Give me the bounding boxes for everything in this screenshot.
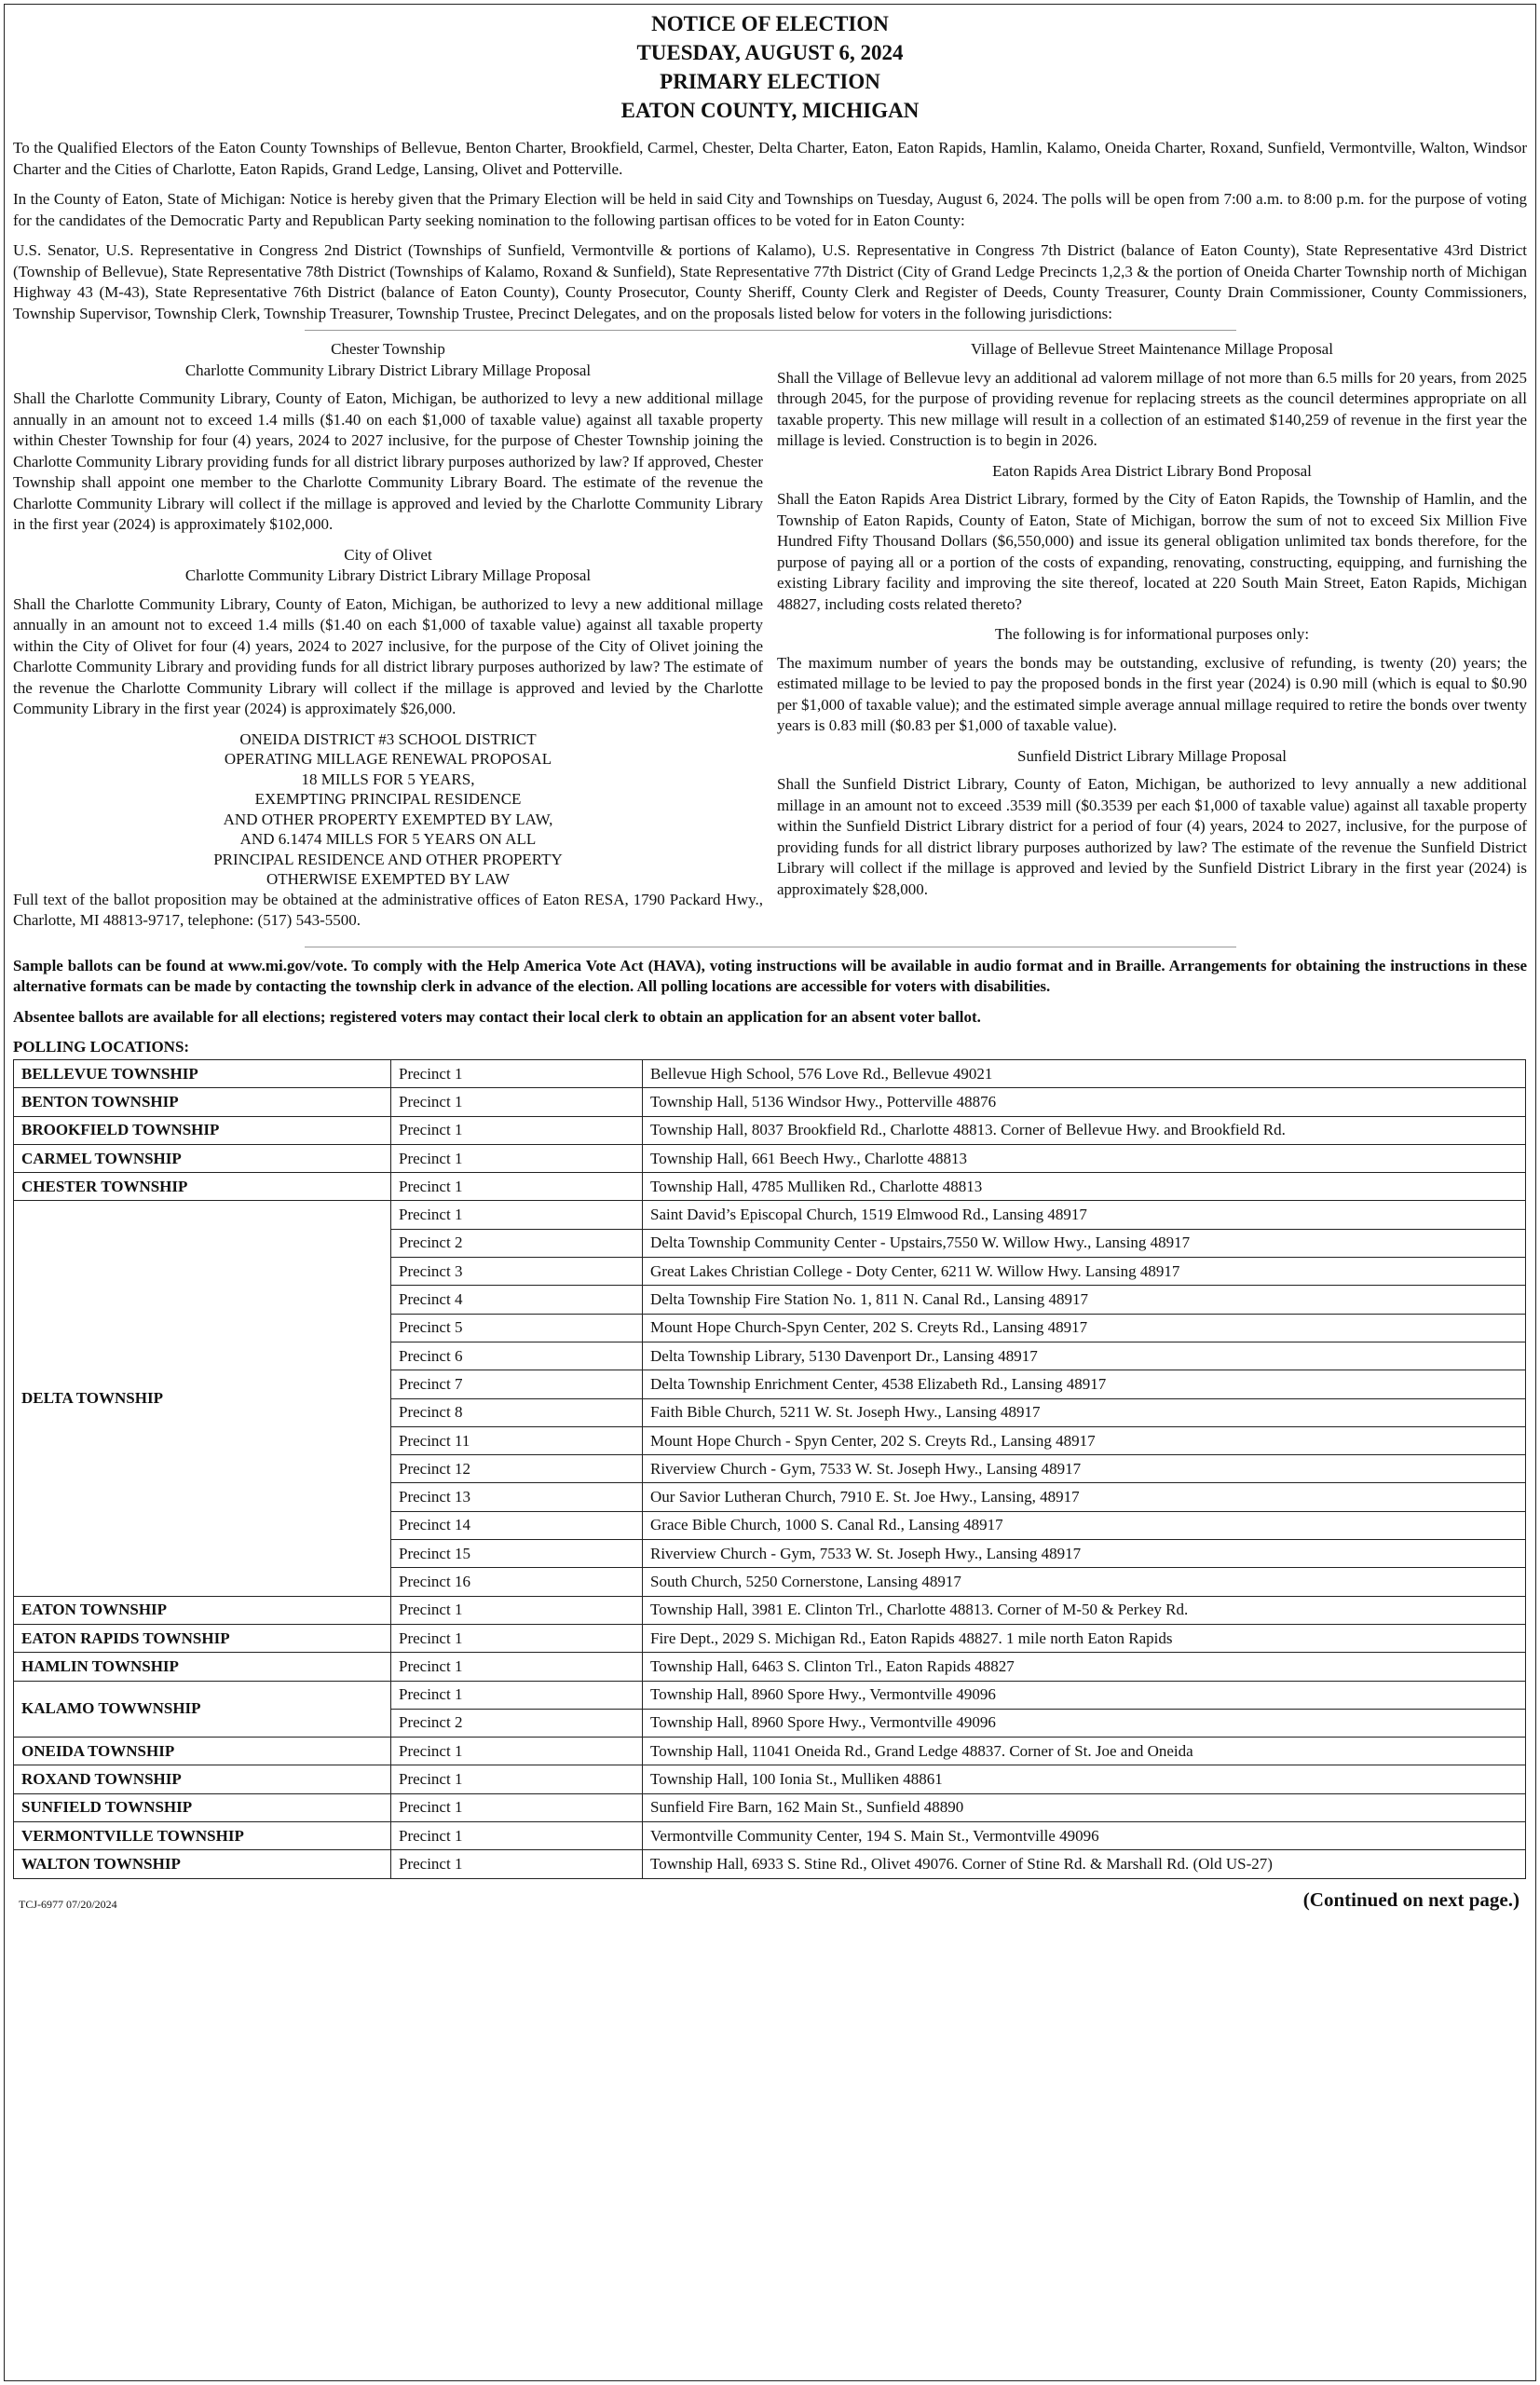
location-cell: Fire Dept., 2029 S. Michigan Rd., Eaton Rapids 48827. 1 mile north Eaton Rapids bbox=[643, 1624, 1526, 1652]
absentee-notice: Absentee ballots are available for all elections; registered voters may contact their local clerk to obtain an application for an absent voter ballot. bbox=[13, 1007, 981, 1026]
location-cell: Township Hall, 661 Beech Hwy., Charlotte 48813 bbox=[643, 1144, 1526, 1172]
precinct-cell: Precinct 3 bbox=[391, 1258, 643, 1286]
precinct-cell: Precinct 1 bbox=[391, 1653, 643, 1681]
oneida-line: OPERATING MILLAGE RENEWAL PROPOSAL bbox=[224, 750, 552, 768]
location-cell: Township Hall, 8037 Brookfield Rd., Charlotte 48813. Corner of Bellevue Hwy. and Brookfield Rd. bbox=[643, 1116, 1526, 1144]
precinct-cell: Precinct 1 bbox=[391, 1822, 643, 1850]
township-cell: BROOKFIELD TOWNSHIP bbox=[14, 1116, 391, 1144]
township-cell: DELTA TOWNSHIP bbox=[14, 1201, 391, 1596]
township-cell: EATON RAPIDS TOWNSHIP bbox=[14, 1624, 391, 1652]
location-cell: Township Hall, 8960 Spore Hwy., Vermontville 49096 bbox=[643, 1681, 1526, 1709]
eaton-rapids-title: Eaton Rapids Area District Library Bond Proposal bbox=[992, 461, 1312, 480]
township-cell: ONEIDA TOWNSHIP bbox=[14, 1738, 391, 1765]
oneida-line: PRINCIPAL RESIDENCE AND OTHER PROPERTY bbox=[213, 850, 563, 868]
olivet-proposal-text: Shall the Charlotte Community Library, County of Eaton, Michigan, be authorized to levy a new additional millage annually in an amount not to exceed 1.4 mills ($1.40 on each $1,000 of taxable value) against all taxable property within the City of Olivet for four (4) years, 2024 to 2027 inclusive, for the purpose of the City of Olivet joining the Charlotte Community Library and providing funds for all district library purposes authorized by law? The estimate of the revenue the Charlotte Community Library will collect if the millage is approved and levied by the Charlotte Community Library in the first year (2024) is approximately $26,000. bbox=[13, 594, 763, 717]
location-cell: Bellevue High School, 576 Love Rd., Bellevue 49021 bbox=[643, 1060, 1526, 1088]
location-cell: Delta Township Enrichment Center, 4538 Elizabeth Rd., Lansing 48917 bbox=[643, 1370, 1526, 1398]
intro-electors: To the Qualified Electors of the Eaton County Townships of Bellevue, Benton Charter, Brookfield, Carmel, Chester, Delta Charter, Eaton, Eaton Rapids, Hamlin, Kalamo, Oneida Charter, Roxand, Sunfield, Vermontville, Walton, Windsor Charter and the Cities of Charlotte, Eaton Rapids, Grand Ledge, Lansing, Olivet and Potterville. bbox=[13, 139, 1527, 178]
precinct-cell: Precinct 1 bbox=[391, 1116, 643, 1144]
location-cell: Mount Hope Church-Spyn Center, 202 S. Creyts Rd., Lansing 48917 bbox=[643, 1314, 1526, 1342]
location-cell: Township Hall, 6933 S. Stine Rd., Olivet 49076. Corner of Stine Rd. & Marshall Rd. (Old US-27) bbox=[643, 1850, 1526, 1878]
precinct-cell: Precinct 1 bbox=[391, 1201, 643, 1229]
precinct-cell: Precinct 1 bbox=[391, 1624, 643, 1652]
precinct-cell: Precinct 11 bbox=[391, 1426, 643, 1454]
precinct-cell: Precinct 1 bbox=[391, 1596, 643, 1624]
location-cell: Township Hall, 3981 E. Clinton Trl., Charlotte 48813. Corner of M-50 & Perkey Rd. bbox=[643, 1596, 1526, 1624]
continued-note: (Continued on next page.) bbox=[1302, 1888, 1520, 1911]
precinct-cell: Precinct 4 bbox=[391, 1286, 643, 1314]
intro-offices: U.S. Senator, U.S. Representative in Congress 2nd District (Townships of Sunfield, Vermontville & portions of Kalamo), U.S. Representative in Congress 7th District (balance of Eaton County), State Representative 43rd District (Township of Bellevue), State Representative 78th District (Townships of Kalamo, Roxand & Sunfield), State Representative 77th District (City of Grand Ledge Precincts 1,2,3 & the portion of Oneida Charter Township north of Michigan Highway 43 (M-43), State Representative 76th District (balance of Eaton County), County Prosecutor, County Sheriff, County Clerk and Register of Deeds, County Treasurer, County Drain Commissioner, County Commissioners, Township Supervisor, Township Clerk, Township Treasurer, Township Trustee, Precinct Delegates, and on the proposals listed below for voters in the following jurisdictions: bbox=[13, 241, 1527, 322]
precinct-cell: Precinct 1 bbox=[391, 1173, 643, 1201]
township-cell: KALAMO TOWWNSHIP bbox=[14, 1681, 391, 1738]
oneida-line: OTHERWISE EXEMPTED BY LAW bbox=[266, 870, 510, 888]
sunfield-title: Sunfield District Library Millage Proposal bbox=[1017, 746, 1287, 765]
location-cell: Township Hall, 100 Ionia St., Mulliken 48861 bbox=[643, 1765, 1526, 1793]
precinct-cell: Precinct 1 bbox=[391, 1850, 643, 1878]
location-cell: Delta Township Library, 5130 Davenport Dr., Lansing 48917 bbox=[643, 1342, 1526, 1370]
oneida-line: EXEMPTING PRINCIPAL RESIDENCE bbox=[254, 790, 522, 808]
location-cell: Township Hall, 6463 S. Clinton Trl., Eaton Rapids 48827 bbox=[643, 1653, 1526, 1681]
township-cell: CHESTER TOWNSHIP bbox=[14, 1173, 391, 1201]
location-cell: Township Hall, 4785 Mulliken Rd., Charlotte 48813 bbox=[643, 1173, 1526, 1201]
chester-proposal-text: Shall the Charlotte Community Library, County of Eaton, Michigan, be authorized to levy a new additional millage annually in an amount not to exceed 1.4 mills ($1.40 on each $1,000 of taxable value) against all taxable property within Chester Township for four (4) years, 2024 to 2027 inclusive, for the purpose of Chester Township joining the Charlotte Community Library providing funds for all district library purposes authorized by law? If approved, Chester Township shall appoint one member to the Charlotte Community Library Board. The estimate of the revenue the Charlotte Community Library will collect if the millage is approved and levied by the Charlotte Community Library in the first year (2024) is approximately $102,000. bbox=[13, 389, 763, 533]
sunfield-proposal-text: Shall the Sunfield District Library, County of Eaton, Michigan, be authorized to levy annually a new additional millage in an amount not to exceed .3539 mill ($0.3539 per each $1,000 of taxable value) against all taxable property within the Sunfield District Library district for a period of four (4) years, 2024 to 2027, inclusive, for the purpose of providing funds for all district library purposes authorized by law? The estimate of the revenue the Sunfield District Library will collect if the millage is approved and levied by the Sunfield District Library in the first year (2024) is approximately $28,000. bbox=[777, 775, 1527, 898]
precinct-cell: Precinct 2 bbox=[391, 1709, 643, 1737]
precinct-cell: Precinct 5 bbox=[391, 1314, 643, 1342]
precinct-cell: Precinct 1 bbox=[391, 1681, 643, 1709]
bellevue-proposal-text: Shall the Village of Bellevue levy an additional ad valorem millage of not more than 6.5 mills for 20 years, from 2025 through 2045, for the purpose of providing revenue for replacing streets as the council determines appropriate on all taxable property. This new millage will result in a collection of an estimated $140,259 of revenue in the first year the millage is levied. Construction is to begin in 2026. bbox=[777, 368, 1527, 449]
intro-notice: In the County of Eaton, State of Michigan: Notice is hereby given that the Primary Election will be held in said City and Townships on Tuesday, August 6, 2024. The polls will be open from 7:00 a.m. to 8:00 p.m. for the purpose of voting for the candidates of the Democratic Party and Republican Party seeking nomination to the following partisan offices to be voted for in Eaton County: bbox=[13, 190, 1527, 229]
township-cell: BELLEVUE TOWNSHIP bbox=[14, 1060, 391, 1088]
location-cell: Township Hall, 8960 Spore Hwy., Vermontville 49096 bbox=[643, 1709, 1526, 1737]
chester-subtitle: Charlotte Community Library District Library Millage Proposal bbox=[184, 361, 592, 379]
header-line-3: PRIMARY ELECTION bbox=[660, 70, 880, 93]
oneida-line: AND OTHER PROPERTY EXEMPTED BY LAW, bbox=[223, 810, 553, 828]
location-cell: Faith Bible Church, 5211 W. St. Joseph Hwy., Lansing 48917 bbox=[643, 1398, 1526, 1426]
polling-title: POLLING LOCATIONS: bbox=[13, 1038, 190, 1056]
location-cell: Great Lakes Christian College - Doty Center, 6211 W. Willow Hwy. Lansing 48917 bbox=[643, 1258, 1526, 1286]
township-cell: SUNFIELD TOWNSHIP bbox=[14, 1793, 391, 1821]
township-cell: ROXAND TOWNSHIP bbox=[14, 1765, 391, 1793]
location-cell: Delta Township Community Center - Upstairs,7550 W. Willow Hwy., Lansing 48917 bbox=[643, 1229, 1526, 1257]
location-cell: Grace Bible Church, 1000 S. Canal Rd., Lansing 48917 bbox=[643, 1511, 1526, 1539]
precinct-cell: Precinct 15 bbox=[391, 1540, 643, 1568]
notice-code: TCJ-6977 07/20/2024 bbox=[19, 1897, 117, 1911]
eaton-rapids-proposal-text: Shall the Eaton Rapids Area District Library, formed by the City of Eaton Rapids, the Township of Hamlin, and the Township of Eaton Rapids, County of Eaton, State of Michigan, borrow the sum of not to exceed Six Million Five Hundred Fifty Thousand Dollars ($6,550,000) and issue its general obligation unlimited tax bonds therefore, for the purpose of paying all or a portion of the costs of expanding, renovating, constructing, equipping, and furnishing the existing Library facility and improving the site thereof, located at 220 South Main Street, Eaton Rapids, Michigan 48827, including costs related thereto? bbox=[777, 490, 1527, 613]
precinct-cell: Precinct 16 bbox=[391, 1568, 643, 1596]
precinct-cell: Precinct 14 bbox=[391, 1511, 643, 1539]
precinct-cell: Precinct 1 bbox=[391, 1060, 643, 1088]
location-cell: Sunfield Fire Barn, 162 Main St., Sunfield 48890 bbox=[643, 1793, 1526, 1821]
location-cell: Delta Township Fire Station No. 1, 811 N. Canal Rd., Lansing 48917 bbox=[643, 1286, 1526, 1314]
header-line-4: EATON COUNTY, MICHIGAN bbox=[620, 99, 920, 122]
olivet-subtitle: Charlotte Community Library District Library Millage Proposal bbox=[184, 566, 592, 584]
oneida-line: ONEIDA DISTRICT #3 SCHOOL DISTRICT bbox=[239, 729, 537, 748]
header-line-2: TUESDAY, AUGUST 6, 2024 bbox=[636, 41, 904, 64]
precinct-cell: Precinct 2 bbox=[391, 1229, 643, 1257]
precinct-cell: Precinct 8 bbox=[391, 1398, 643, 1426]
location-cell: Riverview Church - Gym, 7533 W. St. Joseph Hwy., Lansing 48917 bbox=[643, 1540, 1526, 1568]
olivet-title: City of Olivet bbox=[344, 545, 432, 564]
township-cell: HAMLIN TOWNSHIP bbox=[14, 1653, 391, 1681]
precinct-cell: Precinct 13 bbox=[391, 1483, 643, 1511]
info-text: The maximum number of years the bonds may be outstanding, exclusive of refunding, is twenty (20) years; the estimated millage to be levied to pay the proposed bonds in the first year (2024) is 0.90 mill (which is equal to $0.90 per $1,000 of taxable value); and the estimated simple average annual millage required to retire the bonds over twenty years is 0.83 mill ($0.83 per $1,000 of taxable value). bbox=[777, 653, 1527, 734]
township-cell: VERMONTVILLE TOWNSHIP bbox=[14, 1822, 391, 1850]
info-title: The following is for informational purposes only: bbox=[994, 625, 1310, 643]
page-footer bbox=[13, 1879, 1527, 1916]
location-cell: Riverview Church - Gym, 7533 W. St. Joseph Hwy., Lansing 48917 bbox=[643, 1455, 1526, 1483]
precinct-cell: Precinct 1 bbox=[391, 1144, 643, 1172]
precinct-cell: Precinct 1 bbox=[391, 1738, 643, 1765]
location-cell: Township Hall, 11041 Oneida Rd., Grand Ledge 48837. Corner of St. Joe and Oneida bbox=[643, 1738, 1526, 1765]
precinct-cell: Precinct 1 bbox=[391, 1088, 643, 1116]
township-cell: EATON TOWNSHIP bbox=[14, 1596, 391, 1624]
chester-title: Chester Township bbox=[331, 340, 445, 358]
header-line-1: NOTICE OF ELECTION bbox=[651, 12, 889, 35]
precinct-cell: Precinct 1 bbox=[391, 1765, 643, 1793]
location-cell: South Church, 5250 Cornerstone, Lansing 48917 bbox=[643, 1568, 1526, 1596]
precinct-cell: Precinct 12 bbox=[391, 1455, 643, 1483]
oneida-line: AND 6.1474 MILLS FOR 5 YEARS ON ALL bbox=[239, 830, 537, 848]
precinct-cell: Precinct 6 bbox=[391, 1342, 643, 1370]
township-cell: CARMEL TOWNSHIP bbox=[14, 1144, 391, 1172]
precinct-cell: Precinct 1 bbox=[391, 1793, 643, 1821]
precinct-cell: Precinct 7 bbox=[391, 1370, 643, 1398]
location-cell: Township Hall, 5136 Windsor Hwy., Potterville 48876 bbox=[643, 1088, 1526, 1116]
page-border bbox=[4, 4, 1536, 2381]
oneida-line: 18 MILLS FOR 5 YEARS, bbox=[301, 770, 475, 788]
location-cell: Mount Hope Church - Spyn Center, 202 S. Creyts Rd., Lansing 48917 bbox=[643, 1426, 1526, 1454]
township-cell: WALTON TOWNSHIP bbox=[14, 1850, 391, 1878]
township-cell: BENTON TOWNSHIP bbox=[14, 1088, 391, 1116]
sample-ballots-notice: Sample ballots can be found at www.mi.gov/vote. To comply with the Help America Vote Act (HAVA), voting instructions will be available in audio format and in Braille. Arrangements for obtaining the instructions in these alternative formats can be made by contacting the township clerk in advance of the election. All polling locations are accessible for voters with disabilities. bbox=[13, 956, 1527, 995]
location-cell: Saint David’s Episcopal Church, 1519 Elmwood Rd., Lansing 48917 bbox=[643, 1201, 1526, 1229]
location-cell: Our Savior Lutheran Church, 7910 E. St. Joe Hwy., Lansing, 48917 bbox=[643, 1483, 1526, 1511]
bellevue-title: Village of Bellevue Street Maintenance Millage Proposal bbox=[971, 340, 1333, 358]
location-cell: Vermontville Community Center, 194 S. Main St., Vermontville 49096 bbox=[643, 1822, 1526, 1850]
oneida-proposal-text: Full text of the ballot proposition may be obtained at the administrative offices of Eaton RESA, 1790 Packard Hwy., Charlotte, MI 48813-9717, telephone: (517) 543-5500. bbox=[13, 890, 763, 929]
